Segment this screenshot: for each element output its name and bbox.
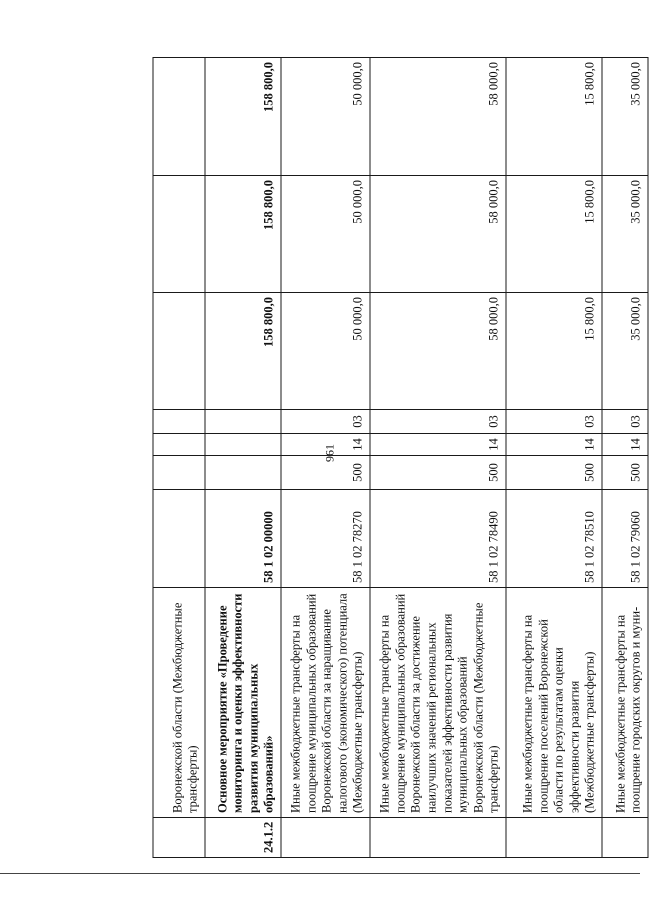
row-code	[153, 490, 205, 588]
table-row	[205, 58, 281, 858]
row-value-3: 35 000,0	[602, 58, 648, 176]
row-code: 58 1 02 78490	[370, 490, 506, 588]
row-rz	[205, 434, 281, 456]
row-number: 24.1.2	[205, 818, 281, 858]
row-value-1: 50 000,0	[281, 293, 370, 410]
row-value-2: 50 000,0	[281, 176, 370, 293]
row-value-3: 15 800,0	[506, 58, 602, 176]
row-code: 58 1 02 78270	[281, 490, 370, 588]
row-pr: 03	[602, 410, 648, 434]
row-rz	[153, 434, 205, 456]
row-pr: 03	[370, 410, 506, 434]
row-grbs: 500	[506, 456, 602, 490]
budget-table	[153, 57, 649, 858]
row-rz: 14	[281, 434, 370, 456]
row-grbs: 500	[602, 456, 648, 490]
row-value-1: 35 000,0	[602, 293, 648, 410]
row-rz: 14	[370, 434, 506, 456]
row-name: Иные межбюджетные трансферты на поощрение поселений Воронежской области по результатам оценки эффективности развития (Межбюджетные трансферты)	[506, 588, 602, 818]
row-code: 58 1 02 00000	[205, 490, 281, 588]
table-row	[153, 58, 205, 858]
page-bottom-rule	[0, 873, 640, 874]
row-code: 58 1 02 79060	[602, 490, 648, 588]
row-value-3: 158 800,0	[205, 58, 281, 176]
row-pr: 03	[506, 410, 602, 434]
row-value-2	[153, 176, 205, 293]
row-pr	[205, 410, 281, 434]
row-value-2: 15 800,0	[506, 176, 602, 293]
row-number	[602, 818, 648, 858]
row-number	[370, 818, 506, 858]
row-rz: 14	[506, 434, 602, 456]
row-value-3	[153, 58, 205, 176]
row-value-1: 158 800,0	[205, 293, 281, 410]
row-value-1	[153, 293, 205, 410]
row-pr	[153, 410, 205, 434]
row-value-2: 35 000,0	[602, 176, 648, 293]
row-code: 58 1 02 78510	[506, 490, 602, 588]
row-grbs: 500	[370, 456, 506, 490]
table-row	[506, 58, 602, 858]
row-value-1: 58 000,0	[370, 293, 506, 410]
table-row	[602, 58, 648, 858]
row-value-2: 58 000,0	[370, 176, 506, 293]
row-grbs: 500	[281, 456, 370, 490]
row-value-2: 158 800,0	[205, 176, 281, 293]
row-name: Воронежской области (Межбюджетные трансферты)	[153, 588, 205, 818]
table-row	[281, 58, 370, 858]
row-grbs	[153, 456, 205, 490]
row-name: Иные межбюджетные трансферты на поощрение муниципальных образований Воронежской области за достижение наилучших значений региональных показателей эффективности развития муниципальных образований Воронежской области (Межбюджетные трансферты)	[370, 588, 506, 818]
row-rz: 14	[602, 434, 648, 456]
row-name: Основное мероприятие «Проведение мониторинга и оценки эффективности развития муниципальных образований»	[205, 588, 281, 818]
row-grbs	[205, 456, 281, 490]
row-number	[506, 818, 602, 858]
table-row	[370, 58, 506, 858]
row-value-3: 58 000,0	[370, 58, 506, 176]
row-pr: 03	[281, 410, 370, 434]
budget-table-container	[153, 58, 648, 858]
page-number: 961	[322, 444, 337, 462]
row-number	[281, 818, 370, 858]
row-value-1: 15 800,0	[506, 293, 602, 410]
row-value-3: 50 000,0	[281, 58, 370, 176]
row-name: Иные межбюджетные трансферты на поощрение муниципальных образований Воронежской области за наращивание налогового (экономического) потенциала (Межбюджетные трансферты)	[281, 588, 370, 818]
row-number	[153, 818, 205, 858]
row-name: Иные межбюджетные трансферты на поощрение городских округов и муни-	[602, 588, 648, 818]
